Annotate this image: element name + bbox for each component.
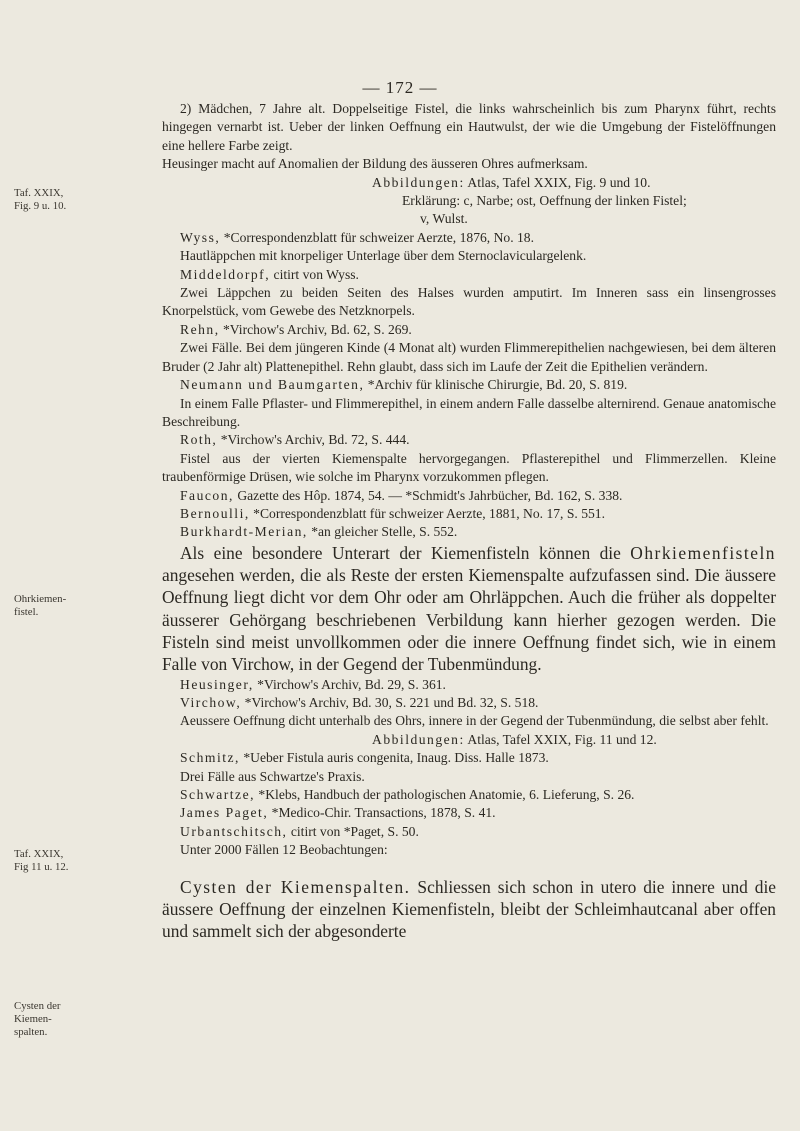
author-name: Heusinger, <box>180 676 254 692</box>
ref-source: *Virchow's Archiv, Bd. 30, S. 221 und Bd. 32, S. 518. <box>244 694 539 710</box>
author-name: Roth, <box>180 432 218 448</box>
body-text: Als eine besondere Unterart der Kiemenfisteln können die <box>180 542 621 563</box>
author-name: Faucon, <box>180 487 234 503</box>
margin-note-line: Taf. XXIX, <box>14 848 64 860</box>
margin-note-line: Ohrkiemen- <box>14 593 67 605</box>
margin-note-line: Taf. XXIX, <box>14 187 64 199</box>
ref-source: *an gleicher Stelle, S. 552. <box>311 524 458 540</box>
ref-middeldorpf-text: Zwei Läppchen zu beiden Seiten des Halses wurden amputirt. Im Inneren sass ein linsengrosses Knorpelstück, vom Gewebe des Netzknorpels. <box>162 285 776 319</box>
figure-explanation-cont: v, Wulst. <box>420 211 468 227</box>
ref-source: Gazette des Hôp. 1874, 54. — *Schmidt's Jahrbücher, Bd. 162, S. 338. <box>237 487 623 503</box>
ref-virchow-text: Aeussere Oeffnung dicht unterhalb des Ohrs, innere in der Gegend der Tubenmündung, die selbst aber fehlt. <box>180 713 769 729</box>
margin-note-cysten <box>14 1000 144 1039</box>
author-name: James Paget, <box>180 805 269 821</box>
cysten-paragraph <box>162 876 776 943</box>
ref-urbantschitsch-text: Unter 2000 Fällen 12 Beobachtungen: <box>180 842 388 858</box>
figure-explanation: Erklärung: c, Narbe; ost, Oeffnung der linken Fistel; <box>402 193 687 209</box>
figures-text: Atlas, Tafel XXIX, Fig. 9 und 10. <box>467 174 651 190</box>
figures-reference-2 <box>162 731 776 749</box>
ref-burkhardt <box>162 523 776 541</box>
ref-source: citirt von *Paget, S. 50. <box>290 823 419 839</box>
ref-source: *Archiv für klinische Chirurgie, Bd. 20, S. 819. <box>367 377 628 393</box>
ref-schmitz-text: Drei Fälle aus Schwartze's Praxis. <box>180 768 365 784</box>
section-gap <box>162 860 776 876</box>
margin-note-taf-xxix-1 <box>14 187 144 213</box>
margin-note-line: fistel. <box>14 606 39 618</box>
ref-roth <box>162 431 776 449</box>
ref-bernoulli <box>162 505 776 523</box>
figures-text: Atlas, Tafel XXIX, Fig. 11 und 12. <box>467 731 657 747</box>
margin-note-line: spalten. <box>14 1026 48 1038</box>
author-name: Wyss, <box>180 229 221 245</box>
ref-rehn <box>162 321 776 339</box>
ref-source: *Virchow's Archiv, Bd. 62, S. 269. <box>223 321 412 337</box>
author-name: Bernoulli, <box>180 505 250 521</box>
ref-wyss <box>162 229 776 247</box>
ref-source: *Medico-Chir. Transactions, 1878, S. 41. <box>271 805 496 821</box>
figures-label: Abbildungen: <box>372 731 465 747</box>
ref-neumann <box>162 376 776 394</box>
ref-source: *Ueber Fistula auris congenita, Inaug. Diss. Halle 1873. <box>243 750 549 766</box>
ref-source: *Klebs, Handbuch der pathologischen Anatomie, 6. Lieferung, S. 26. <box>258 786 635 802</box>
figures-reference-1 <box>162 174 776 192</box>
ref-urbantschitsch <box>162 823 776 841</box>
body-text: Schliessen sich schon in utero die innere und die äussere Oeffnung der einzelnen Kiemenfisteln, bleibt der Schleimhautcanal aber offen und sammelt sich der abgesonderte <box>162 876 776 942</box>
term-emphasis: Ohrkiemenfisteln <box>630 542 776 563</box>
heusinger-note: Heusinger macht auf Anomalien der Bildung des äusseren Ohres aufmerksam. <box>162 156 588 172</box>
ref-heusinger <box>162 676 776 694</box>
ref-faucon <box>162 487 776 505</box>
ohrkiemenfisteln-paragraph <box>162 542 776 676</box>
margin-note-line: Cysten der <box>14 1000 61 1012</box>
ref-source: *Correspondenzblatt für schweizer Aerzte, 1881, No. 17, S. 551. <box>253 505 605 521</box>
ref-source: *Virchow's Archiv, Bd. 29, S. 361. <box>257 676 446 692</box>
case-2-paragraph: 2) Mädchen, 7 Jahre alt. Doppelseitige Fistel, die links wahrscheinlich bis zum Pharynx führt, rechts hingegen vernarbt ist. Ueber der linken Oeffnung ein Hautwulst, der wie die Umgebung der Fistelöffnungen eine hellere Farbe zeigt. <box>162 101 776 153</box>
ref-schwartze <box>162 786 776 804</box>
margin-note-line: Fig. 9 u. 10. <box>14 200 67 212</box>
ref-virchow <box>162 694 776 712</box>
ref-source: *Correspondenzblatt für schweizer Aerzte, 1876, No. 18. <box>223 229 534 245</box>
author-name: Rehn, <box>180 321 220 337</box>
author-name: Virchow, <box>180 694 242 710</box>
author-name: Schmitz, <box>180 750 240 766</box>
author-name: Schwartze, <box>180 786 256 802</box>
section-heading: Cysten der Kiemenspalten. <box>180 876 411 897</box>
ref-source: citirt von Wyss. <box>273 266 359 282</box>
figures-label: Abbildungen: <box>372 174 465 190</box>
ref-roth-text: Fistel aus der vierten Kiemenspalte hervorgegangen. Pflasterepithel und Flimmerzellen. Kleine traubenförmige Drüsen, wie solche im Pharynx vorzukommen pflegen. <box>162 450 776 485</box>
margin-note-ohrkiemenfistel <box>14 593 144 619</box>
author-name: Burkhardt-Merian, <box>180 524 308 540</box>
author-name: Neumann und Baumgarten, <box>180 377 365 393</box>
ref-schmitz <box>162 749 776 767</box>
page-number: — 172 — <box>362 78 438 97</box>
ref-middeldorpf <box>162 266 776 284</box>
ref-paget <box>162 804 776 822</box>
author-name: Urbantschitsch, <box>180 823 288 839</box>
ref-source: *Virchow's Archiv, Bd. 72, S. 444. <box>220 432 410 448</box>
main-text <box>162 100 776 942</box>
margin-note-line: Kiemen- <box>14 1013 52 1025</box>
ref-wyss-text: Hautläppchen mit knorpeliger Unterlage über dem Sternoclaviculargelenk. <box>180 248 587 264</box>
margin-note-taf-xxix-2 <box>14 848 144 874</box>
ref-rehn-text: Zwei Fälle. Bei dem jüngeren Kinde (4 Monat alt) wurden Flimmerepithelien nachgewiesen, bei dem älteren Bruder (2 Jahr alt) Plattenepithel. Rehn glaubt, dass sich im Laufe der Zeit die Epithelien verändern. <box>162 340 776 374</box>
author-name: Middeldorpf, <box>180 266 271 282</box>
body-text: angesehen werden, die als Reste der ersten Kiemenspalte aufzufassen sind. Die äussere Oeffnung liegt dicht vor dem Ohr oder am Ohrläppchen. Auch die früher als doppelter äusserer Gehörgang beschriebenen Verbildung kann hierher gezogen werden. Die Fisteln sind meist unvollkommen oder die innere Oeffnung findet sich, wie in einem Falle von Virchow, in der Gegend der Tubenmündung. <box>162 565 776 675</box>
ref-neumann-text: In einem Falle Pflaster- und Flimmerepithel, in einem andern Falle dasselbe alternirend. Genaue anatomische Beschreibung. <box>162 395 776 429</box>
margin-note-line: Fig 11 u. 12. <box>14 861 69 873</box>
